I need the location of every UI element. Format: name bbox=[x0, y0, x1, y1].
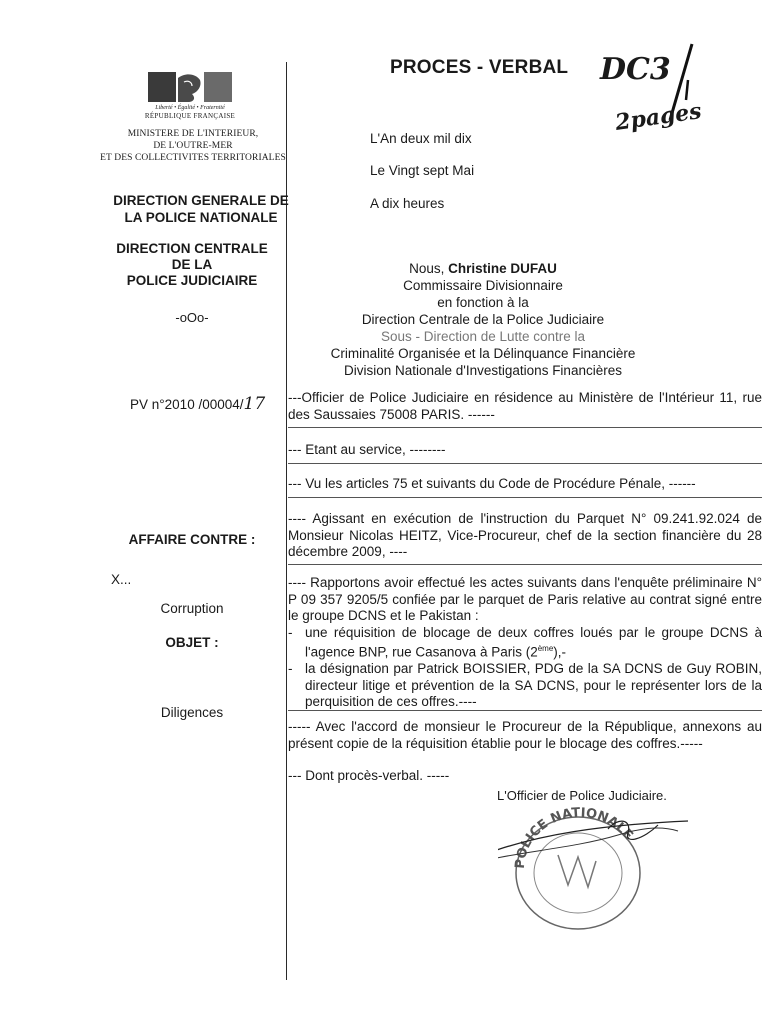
rule bbox=[288, 710, 762, 711]
pv-number-handwritten: 17 bbox=[243, 394, 266, 414]
dcpj-line: DIRECTION CENTRALE bbox=[116, 241, 268, 256]
dgpn-heading bbox=[112, 192, 290, 226]
item1-end: ),- bbox=[553, 644, 567, 660]
date-year: L'An deux mil dix bbox=[370, 131, 472, 146]
handwritten-ref: DC3 bbox=[600, 52, 671, 87]
signature-label: L'Officier de Police Judiciaire. bbox=[497, 788, 667, 803]
handwritten-pages: 2pages bbox=[613, 98, 704, 136]
date-day: Le Vingt sept Mai bbox=[370, 163, 475, 178]
paragraph-dont: --- Dont procès-verbal. ----- bbox=[288, 768, 450, 783]
paragraph-officier: ---Officier de Police Judiciaire en résidence au Ministère de l'Intérieur 11, rue des Saussaies 75008 PARIS. ------ bbox=[288, 390, 762, 422]
actions-list bbox=[288, 625, 762, 711]
motto: Liberté • Égalité • Fraternité bbox=[155, 105, 225, 111]
officer-name: Christine DUFAU bbox=[448, 261, 557, 276]
paragraph-rapportons bbox=[288, 575, 762, 711]
rule bbox=[288, 427, 762, 428]
rule bbox=[288, 497, 762, 498]
rule bbox=[288, 564, 762, 565]
rapportons-text: ---- Rapportons avoir effectué les actes suivants dans l'enquête préliminaire N° P 09 357 9205/5 confiée par le parquet de Paris relative au contrat signé entre le groupe DCNS et le Pakistan : bbox=[288, 575, 762, 623]
nous-label: Nous, bbox=[409, 261, 445, 276]
stamp-text bbox=[513, 806, 636, 870]
dcpj-heading bbox=[110, 241, 274, 289]
ministere-line: ET DES COLLECTIVITES TERRITORIALES bbox=[100, 153, 286, 163]
marianne-logo bbox=[144, 70, 236, 104]
item1-sup: ème bbox=[537, 644, 554, 653]
paragraph-service: --- Etant au service, -------- bbox=[288, 442, 446, 457]
ministere-line: MINISTERE DE L'INTERIEUR, bbox=[127, 129, 259, 139]
officer-division: Division Nationale d'Investigations Financières bbox=[344, 363, 622, 378]
rule bbox=[288, 463, 762, 464]
officer-grade: Commissaire Divisionnaire bbox=[403, 278, 563, 293]
dcpj-line: DE LA bbox=[171, 257, 213, 272]
pv-number bbox=[130, 394, 265, 414]
republique-francaise: RÉPUBLIQUE FRANÇAISE bbox=[144, 112, 236, 120]
corruption-label: Corruption bbox=[160, 601, 224, 616]
pv-number-text: PV n°2010 /00004/ bbox=[130, 397, 244, 412]
paragraph-articles: --- Vu les articles 75 et suivants du Code de Procédure Pénale, ------ bbox=[288, 476, 696, 491]
objet-label: OBJET : bbox=[165, 635, 219, 650]
item1-text: une réquisition de blocage de deux coffres loués par le groupe DCNS à l'agence BNP, rue Casanova à Paris (2 bbox=[305, 624, 762, 660]
date-hour: A dix heures bbox=[370, 196, 445, 211]
police-stamp bbox=[498, 795, 698, 935]
officer-block bbox=[300, 260, 666, 379]
stamp-text-path: POLICE NATIONALE bbox=[512, 805, 636, 870]
separator-ooo: -oOo- bbox=[175, 310, 209, 325]
objet-value: Diligences bbox=[160, 705, 224, 720]
officer-direction: Direction Centrale de la Police Judiciaire bbox=[361, 312, 605, 327]
dcpj-line: POLICE JUDICIAIRE bbox=[126, 273, 258, 288]
officer-name-line bbox=[300, 260, 666, 277]
affaire-label: AFFAIRE CONTRE : bbox=[128, 532, 256, 547]
document-title: PROCES - VERBAL bbox=[390, 57, 569, 78]
dgpn-line: LA POLICE NATIONALE bbox=[124, 210, 278, 225]
paragraph-instruction: ---- Agissant en exécution de l'instruction du Parquet N° 09.241.92.024 de Monsieur Nicolas HEITZ, Vice-Procureur, chef de la section financière du 28 décembre 2009, ---- bbox=[288, 511, 762, 559]
dgpn-line: DIRECTION GENERALE DE bbox=[113, 193, 289, 208]
officer-fonction: en fonction à la bbox=[437, 295, 529, 310]
officer-criminalite: Criminalité Organisée et la Délinquance Financière bbox=[330, 346, 636, 361]
affaire-value: X... bbox=[111, 572, 132, 587]
paragraph-accord: ----- Avec l'accord de monsieur le Procureur de la République, annexons au présent copie de la réquisition établie pour le blocage des coffres.----- bbox=[288, 719, 762, 751]
list-item bbox=[288, 625, 762, 662]
officer-sous-direction: Sous - Direction de Lutte contre la bbox=[380, 329, 586, 344]
republique-block bbox=[120, 104, 260, 121]
list-item: - la désignation par Patrick BOISSIER, PDG de la SA DCNS de Guy ROBIN, directeur litige et prévention de la SA DCNS, pour le représenter lors de la perquisition de ces offres.---- bbox=[288, 661, 762, 711]
ministere-line: DE L'OUTRE-MER bbox=[153, 141, 233, 151]
ministere-block bbox=[96, 128, 290, 164]
